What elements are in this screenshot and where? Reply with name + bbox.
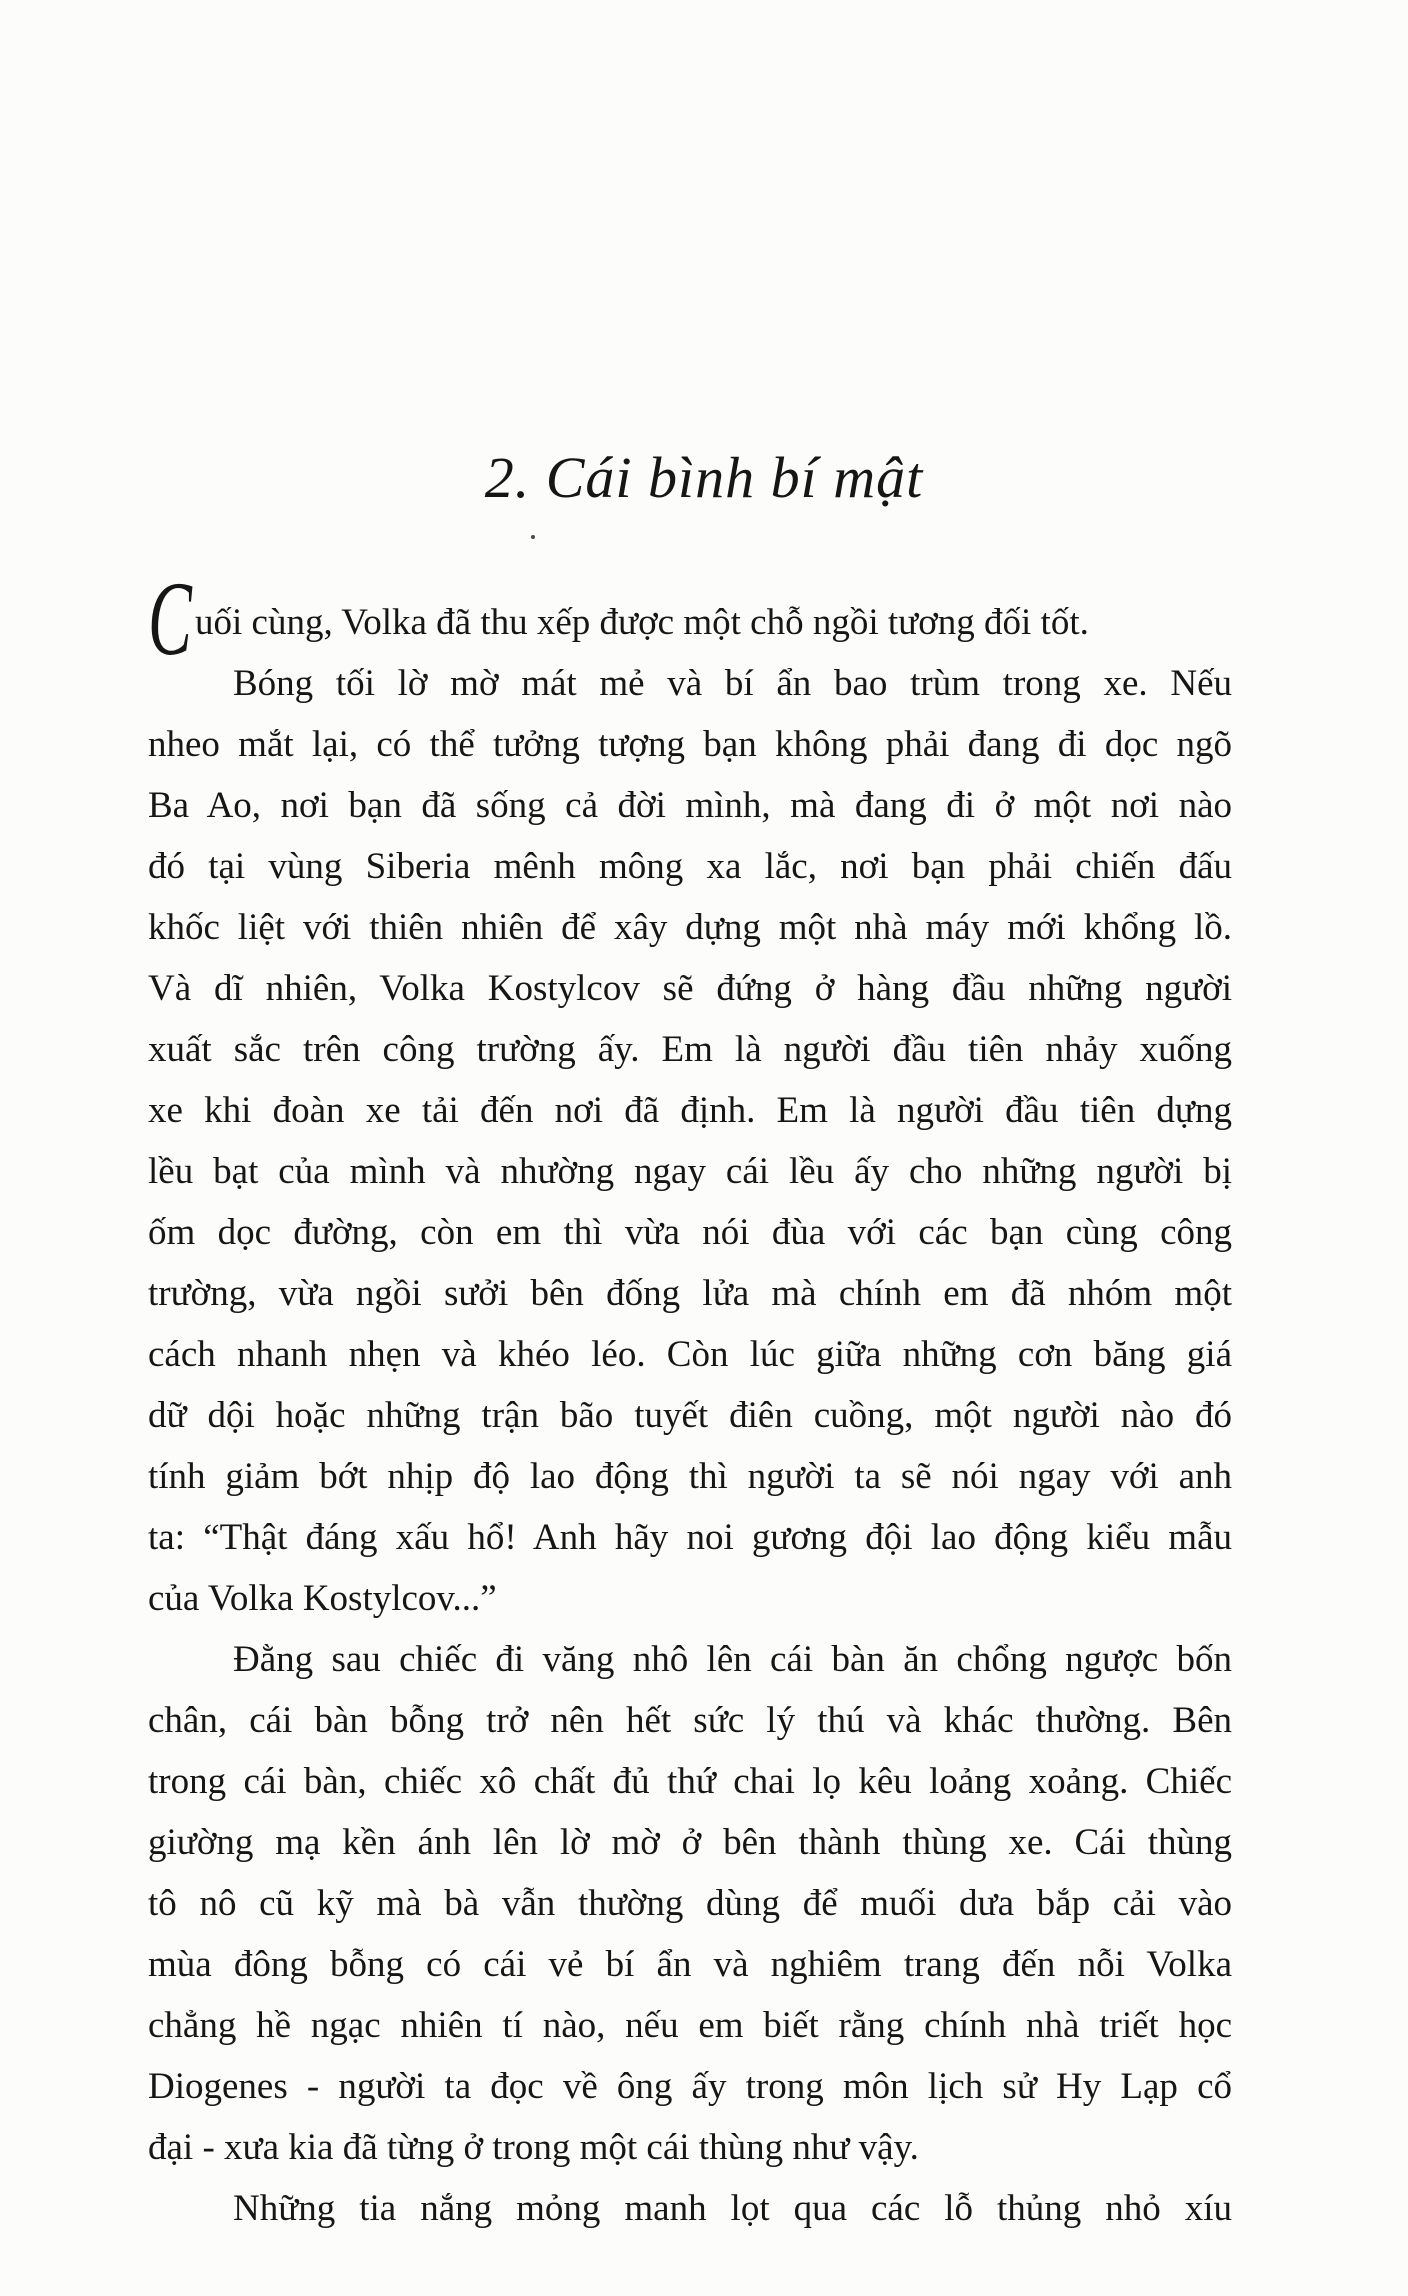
text-line: đại - xưa kia đã từng ở trong một cái thùng như vậy.: [148, 2127, 919, 2168]
text-line: xuất sắc trên công trường ấy. Em là người đầu tiên nhảy xuống: [148, 1029, 1232, 1070]
page-body: [148, 560, 1232, 2239]
text-line: tô nô cũ kỹ mà bà vẫn thường dùng để muối dưa bắp cải vào: [148, 1883, 1232, 1924]
text-line: trường, vừa ngồi sưởi bên đống lửa mà chính em đã nhóm một: [148, 1273, 1232, 1314]
text-line: xe khi đoàn xe tải đến nơi đã định. Em là người đầu tiên dựng: [148, 1090, 1232, 1131]
text-line: ta: “Thật đáng xấu hổ! Anh hãy noi gương đội lao động kiểu mẫu: [148, 1517, 1232, 1558]
text-line: lều bạt của mình và nhường ngay cái lều ấy cho những người bị: [148, 1151, 1232, 1192]
text-line: dữ dội hoặc những trận bão tuyết điên cuồng, một người nào đó: [148, 1395, 1232, 1436]
text-line: C uối cùng, Volka đã thu xếp được một chỗ ngồi tương đối tốt.: [148, 560, 1089, 677]
text-line: khốc liệt với thiên nhiên để xây dựng một nhà máy mới khổng lồ.: [148, 907, 1232, 948]
text-line: nheo mắt lại, có thể tưởng tượng bạn không phải đang đi dọc ngõ: [148, 724, 1232, 765]
text-line: tính giảm bớt nhịp độ lao động thì người ta sẽ nói ngay với anh: [148, 1456, 1232, 1497]
text-line: giường mạ kền ánh lên lờ mờ ở bên thành thùng xe. Cái thùng: [148, 1822, 1232, 1863]
text-line: Bóng tối lờ mờ mát mẻ và bí ẩn bao trùm trong xe. Nếu: [233, 663, 1232, 704]
text-line: Và dĩ nhiên, Volka Kostylcov sẽ đứng ở hàng đầu những người: [148, 968, 1232, 1009]
text-line: chẳng hề ngạc nhiên tí nào, nếu em biết rằng chính nhà triết học: [148, 2005, 1232, 2046]
text-line: Những tia nắng mỏng manh lọt qua các lỗ thủng nhỏ xíu: [233, 2188, 1232, 2229]
text-line: đó tại vùng Siberia mênh mông xa lắc, nơi bạn phải chiến đấu: [148, 846, 1232, 887]
text-line: Diogenes - người ta đọc về ông ấy trong môn lịch sử Hy Lạp cổ: [148, 2066, 1232, 2107]
text-line: trong cái bàn, chiếc xô chất đủ thứ chai lọ kêu loảng xoảng. Chiếc: [148, 1761, 1232, 1802]
ink-dot-artifact: [531, 535, 535, 539]
text-line: ốm dọc đường, còn em thì vừa nói đùa với các bạn cùng công: [148, 1212, 1232, 1253]
text-line: mùa đông bỗng có cái vẻ bí ẩn và nghiêm trang đến nỗi Volka: [148, 1944, 1232, 1985]
text-line: của Volka Kostylcov...”: [148, 1578, 497, 1619]
text-line: cách nhanh nhẹn và khéo léo. Còn lúc giữa những cơn băng giá: [148, 1334, 1232, 1375]
text-line: chân, cái bàn bỗng trở nên hết sức lý thú và khác thường. Bên: [148, 1700, 1232, 1741]
text-line: Đằng sau chiếc đi văng nhô lên cái bàn ăn chổng ngược bốn: [233, 1639, 1232, 1680]
text-line: Ba Ao, nơi bạn đã sống cả đời mình, mà đang đi ở một nơi nào: [148, 785, 1232, 826]
drop-cap-letter: C: [148, 560, 192, 677]
chapter-title: 2. Cái bình bí mật: [484, 445, 924, 510]
